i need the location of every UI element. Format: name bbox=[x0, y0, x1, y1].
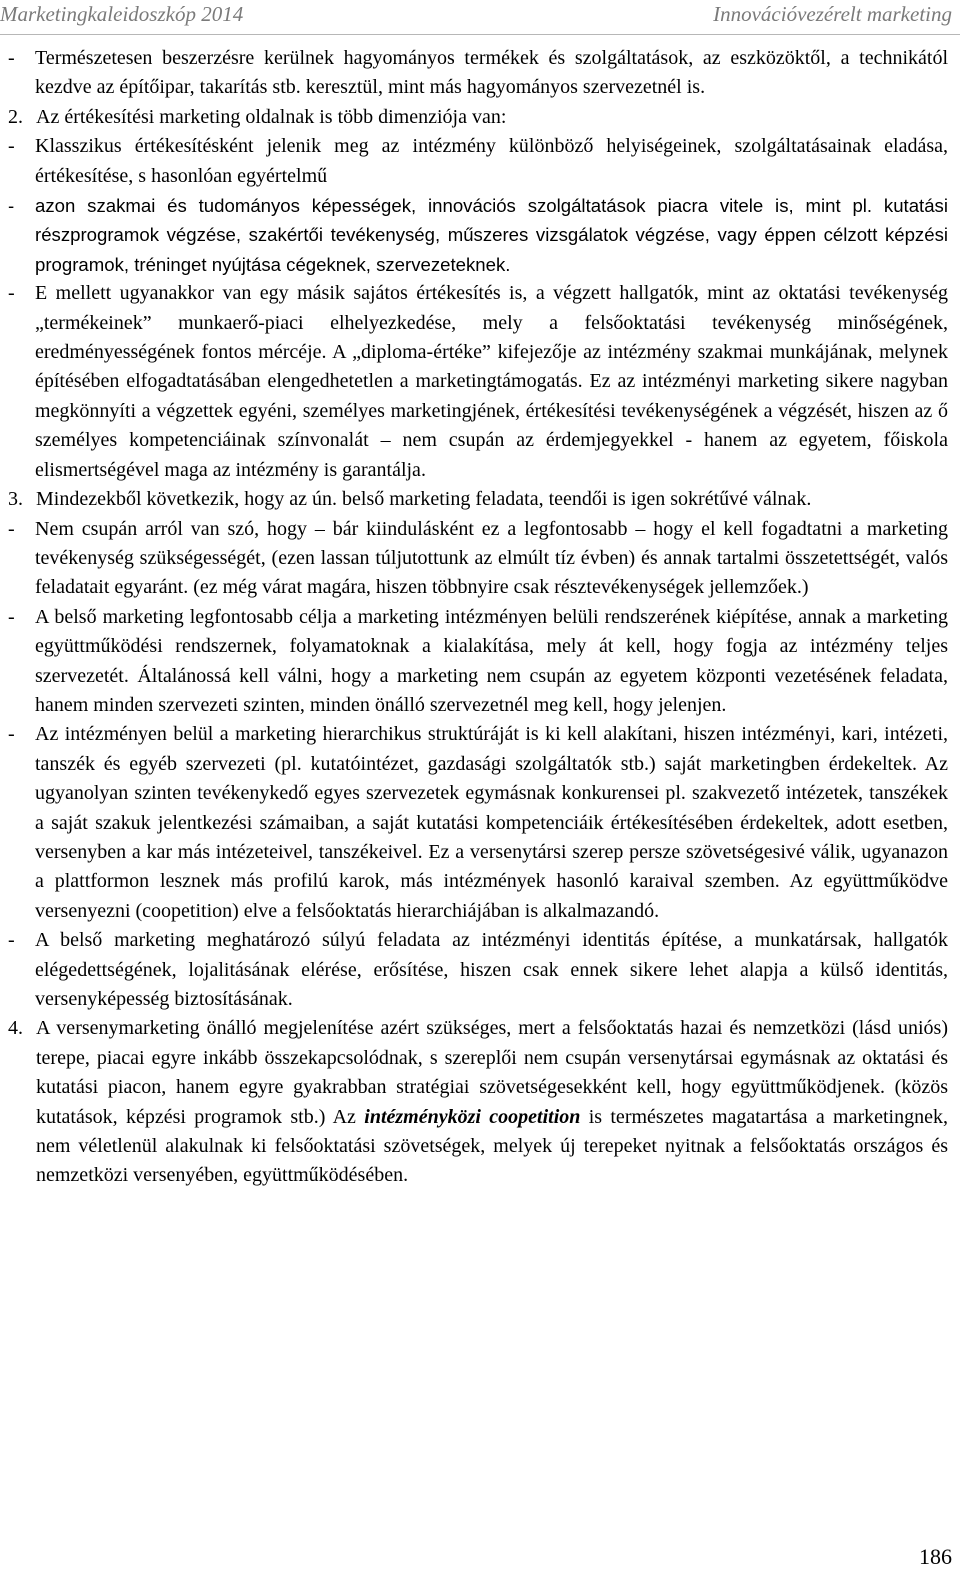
bullet-dash: - bbox=[8, 282, 15, 305]
bullet-paragraph bbox=[8, 720, 948, 926]
bullet-paragraph bbox=[8, 132, 948, 191]
paragraph-text: E mellett ugyanakkor van egy másik sajátos értékesítés is, a végzett hallgatók, mint az oktatási tevékenység „termékeinek” munkaerő-piaci elhelyezkedése, mely a felsőoktatási tevékenység minőségének, eredményességének fontos mércéje. A „diploma-értéke” kifejezője az intézmény szakmai munkájának, melynek építésében elfogadtatásában elengedhetetlen a marketingtámogatás. Ez az intézményi marketing sikere nagyban megkönnyíti a végzettek egyéni, személyes marketingjének, értékesítési tevékenységének a végzését, hiszen az ő személyes kompetenciáinak színvonalát – nem csupán az érdemjegyekkel - hanem az egyetem, főiskola elismertségével maga az intézmény is garantálja. bbox=[35, 282, 948, 481]
bullet-dash: - bbox=[8, 47, 15, 69]
bullet-dash: - bbox=[8, 723, 15, 746]
document-body bbox=[8, 44, 948, 1191]
paragraph-text: A belső marketing meghatározó súlyú feladata az intézményi identitás építése, a munkatársak, hallgatók elégedettségének, lojalitásának elérése, erősítése, hiszen csak ennek sikere lehet alapja a külső identitás, versenyképesség biztosításának. bbox=[35, 929, 948, 1010]
paragraph-text-end: is természetes magatartása a marketingnek, nem véletlenül alakulnak ki felsőoktatási szövetségek, melyek új terepeket nyitnak a felsőoktatás országos és nemzetközi versenyében, együttműködésében. bbox=[36, 1105, 948, 1187]
paragraph-text: Nem csupán arról van szó, hogy – bár kiindulásként ez a legfontosabb – hogy el kell fogadtatni a marketing tevékenység szükségességét, (ezen lassan túljutottunk az elmúlt tíz évben) és annak tartalmi összetettségét, valós feladatait egyaránt. (ez még várat magára, hiszen többnyire csak résztevékenységek jellemzőek.) bbox=[35, 517, 948, 599]
page-header bbox=[0, 0, 960, 35]
bullet-paragraph bbox=[8, 44, 948, 103]
emphasis-term: intézményközi coopetition bbox=[364, 1105, 581, 1128]
bullet-paragraph bbox=[8, 603, 948, 721]
numbered-paragraph-4 bbox=[8, 1014, 948, 1190]
paragraph-text: Az értékesítési marketing oldalnak is több dimenziója van: bbox=[36, 105, 507, 128]
bullet-paragraph bbox=[8, 279, 948, 485]
bullet-paragraph bbox=[8, 515, 948, 603]
bullet-dash: - bbox=[8, 929, 15, 952]
number-marker: 3. bbox=[8, 488, 23, 511]
numbered-paragraph-3 bbox=[8, 485, 948, 514]
paragraph-text: Mindezekből következik, hogy az ún. belső marketing feladata, teendői is igen sokrétűvé válnak. bbox=[36, 488, 812, 511]
paragraph-text: Klasszikus értékesítésként jelenik meg az intézmény különböző helyiségeinek, szolgáltatásainak eladása, értékesítése, s hasonlóan egyértelmű bbox=[35, 135, 948, 187]
paragraph-text-start: A versenymarketing önálló megjelenítése azért szükséges, mert a felsőoktatás hazai és nemzetközi (lásd uniós) terepe, piacai egyre inkább összekapcsolódnak, s szereplői nem csupán versenytársai egymásnak az oktatási és kutatási piacon, hanem egyre gyakrabban stratégiai szövetségesekként kell, hogy együttműködjenek. (közös kutatások, képzési programok stb.) Az bbox=[36, 1017, 948, 1128]
bullet-dash: - bbox=[8, 195, 15, 217]
number-marker: 4. bbox=[8, 1017, 23, 1040]
numbered-paragraph-2 bbox=[8, 103, 948, 132]
page-number: 186 bbox=[919, 1544, 952, 1569]
header-left-title: Marketingkaleidoszkóp 2014 bbox=[0, 2, 244, 26]
bullet-dash: - bbox=[8, 605, 15, 628]
bullet-paragraph bbox=[8, 926, 948, 1014]
paragraph-text: A belső marketing legfontosabb célja a marketing intézményen belüli rendszerének kiépítése, annak a marketing együttműködési rendszernek, folyamatoknak a kialakítása, mely át kell, hogy fogja az intézmény teljes szervezetét. Általánossá kell válni, hogy a marketing nem csupán az egyetem központi vezetésének feladata, hanem minden szervezeti szinten, minden önálló szervezetnél meg kell, hogy jelenjen. bbox=[35, 605, 948, 716]
number-marker: 2. bbox=[8, 105, 23, 128]
paragraph-text: Természetesen beszerzésre kerülnek hagyományos termékek és szolgáltatások, az eszközöktől, a technikától kezdve az építőipar, takarítás stb. keresztül, mint más hagyományos szervezetnél is. bbox=[35, 47, 948, 99]
paragraph-text: azon szakmai és tudományos képességek, innovációs szolgáltatások piacra vitele is, mint pl. kutatási részprogramok végzése, szakértői tevékenység, műszeres vizsgálatok végzése, vagy éppen célzott képzési programok, tréninget nyújtása cégeknek, szervezeteknek. bbox=[35, 195, 948, 275]
header-right-title: Innovációvezérelt marketing bbox=[713, 2, 952, 26]
paragraph-text: Az intézményen belül a marketing hierarchikus struktúráját is ki kell alakítani, hiszen intézményi, kari, intézeti, tanszék és egyéb szervezeti (pl. kutatóintézet, gazdasági szolgáltatók stb.) saját marketingben érdekeltek. Az ugyanolyan szinten tevékenykedő egyes szervezetek egymásnak konkurensei pl. szakvezető intézetek, tanszékek a saját szakuk jelentkezési számaiban, a saját kutatási kompetenciáik értékesítésében érdekeltek, adott esetben, versenyben a kar más intézeteivel, tanszékeivel. Ez a versenytársi szerep persze szövetségesivé válik, ugyanazon a plattformon lesznek más profilú karok, más intézmények hasonló karaival szemben. Az együttműködve versenyezni (coopetition) elve a felsőoktatás hierarchiájában is alkalmazandó. bbox=[35, 723, 948, 922]
bullet-paragraph bbox=[8, 191, 948, 279]
bullet-dash: - bbox=[8, 135, 15, 158]
bullet-dash: - bbox=[8, 517, 15, 540]
